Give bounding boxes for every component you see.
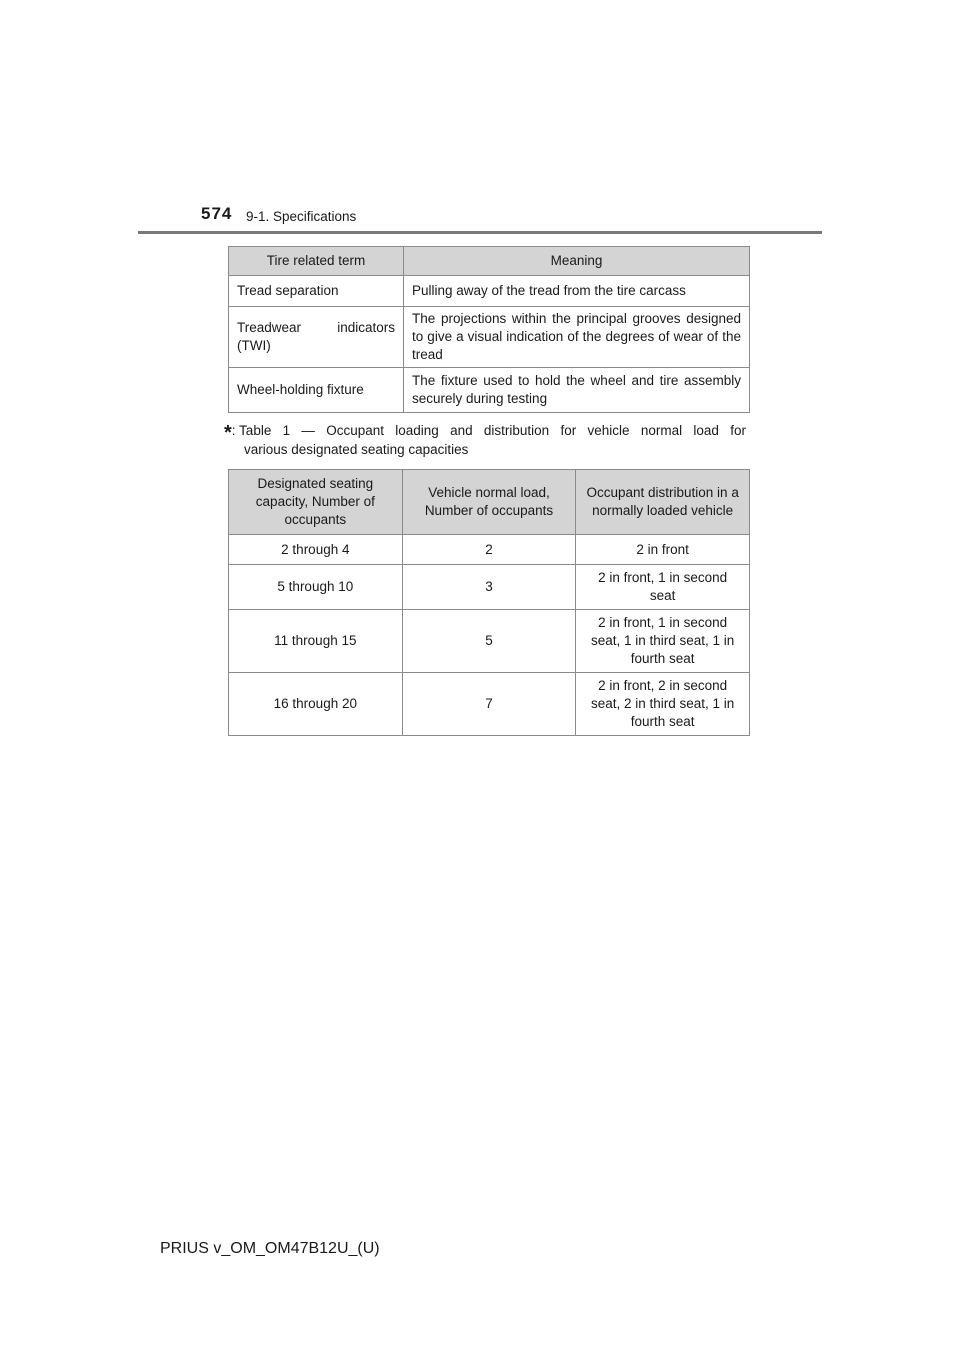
seating-capacity-cell: 5 through 10: [229, 565, 403, 610]
footnote-line-1: [224, 421, 746, 444]
term-cell: Tread separation: [229, 276, 404, 307]
seating-capacity-cell: 16 through 20: [229, 673, 403, 736]
normal-load-cell: 5: [402, 610, 576, 673]
meaning-cell: Pulling away of the tread from the tire carcass: [404, 276, 750, 307]
tire-terms-table: [228, 246, 750, 413]
footnote-word: loading: [395, 423, 439, 438]
page-number: 574: [201, 204, 233, 223]
table-footnote: [224, 421, 746, 459]
column-header-seating-capacity: Designated seating capacity, Number of occupants: [229, 470, 403, 535]
footnote-word: normal: [640, 423, 683, 438]
normal-load-cell: 2: [402, 535, 576, 565]
normal-load-cell: 3: [402, 565, 576, 610]
seating-capacity-cell: 11 through 15: [229, 610, 403, 673]
table-header-row: [229, 470, 750, 535]
table-row: [229, 368, 750, 413]
table-row: [229, 610, 750, 673]
footnote-line-2: various designated seating capacities: [244, 442, 469, 457]
section-title: 9-1. Specifications: [246, 209, 357, 224]
distribution-cell: 2 in front: [576, 535, 750, 565]
footnote-word: load: [693, 423, 719, 438]
table-row: [229, 565, 750, 610]
term-cell: Wheel-holding fixture: [229, 368, 404, 413]
distribution-cell: 2 in front, 2 in second seat, 2 in third seat, 1 in fourth seat: [576, 673, 750, 736]
footnote-word: 1: [282, 423, 291, 438]
table-row: [229, 276, 750, 307]
footnote-word: for: [730, 423, 746, 438]
occupant-loading-table: [228, 469, 750, 736]
table-row: [229, 307, 750, 368]
footnote-word: Occupant: [326, 423, 384, 438]
footnote-word: for: [560, 423, 577, 438]
footnote-word: distribution: [483, 423, 550, 438]
table-header-row: [229, 247, 750, 276]
footnote-marker: *: [224, 422, 232, 444]
normal-load-cell: 7: [402, 673, 576, 736]
footnote-word: and: [450, 423, 473, 438]
column-header-distribution: Occupant distribution in a normally loaded vehicle: [576, 470, 750, 535]
table-row: [229, 673, 750, 736]
column-header-term: Tire related term: [229, 247, 404, 276]
footnote-word: vehicle: [587, 423, 630, 438]
column-header-meaning: Meaning: [404, 247, 750, 276]
header-rule: [138, 231, 822, 234]
distribution-cell: 2 in front, 1 in second seat, 1 in third seat, 1 in fourth seat: [576, 610, 750, 673]
table-row: [229, 535, 750, 565]
footnote-lead: *: Table: [224, 422, 272, 444]
document-id-footer: PRIUS v_OM_OM47B12U_(U): [160, 1240, 380, 1257]
meaning-cell: The projections within the principal grooves designed to give a visual indication of the degrees of wear of the tread: [404, 307, 750, 368]
term-cell: Treadwear indicators (TWI): [229, 307, 404, 368]
footnote-word: —: [301, 423, 315, 438]
column-header-normal-load: Vehicle normal load, Number of occupants: [402, 470, 576, 535]
seating-capacity-cell: 2 through 4: [229, 535, 403, 565]
distribution-cell: 2 in front, 1 in second seat: [576, 565, 750, 610]
meaning-cell: The fixture used to hold the wheel and tire assembly securely during testing: [404, 368, 750, 413]
